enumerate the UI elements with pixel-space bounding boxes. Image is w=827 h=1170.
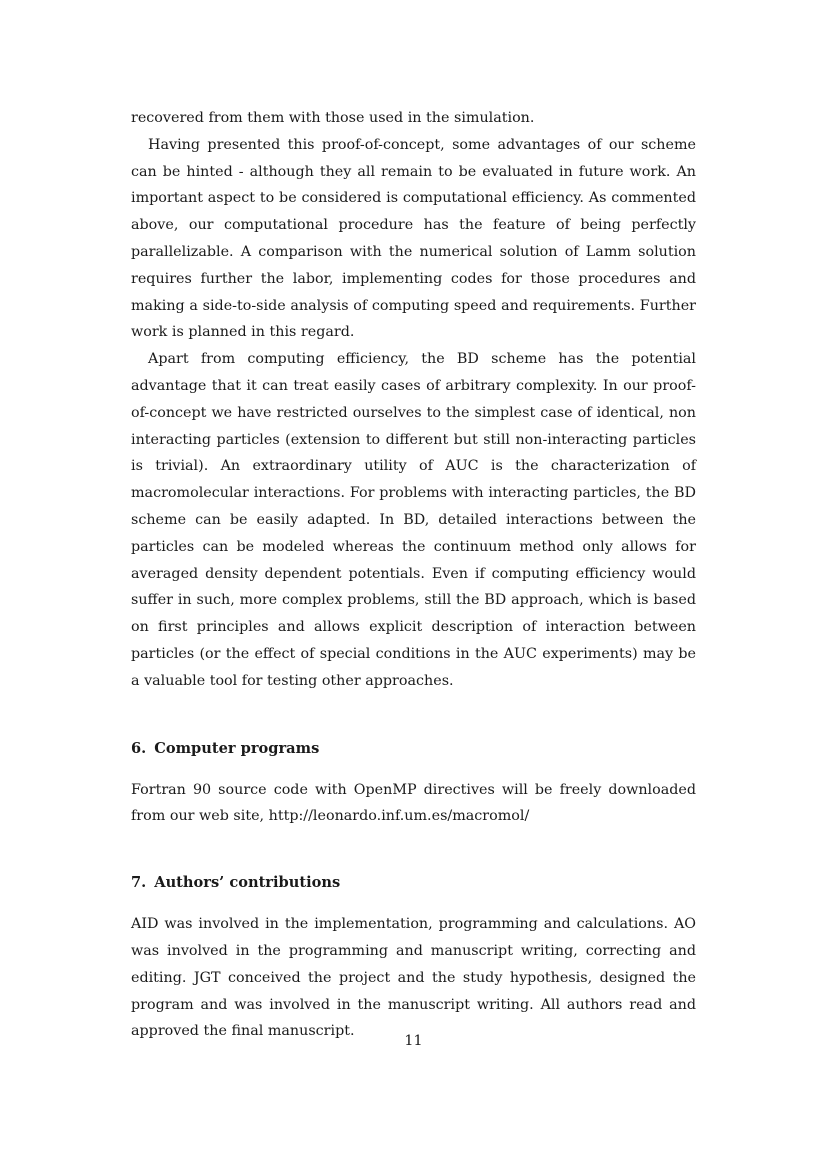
section-title: Authors’ contributions [154, 874, 341, 892]
paragraph-computer-programs: Fortran 90 source code with OpenMP directives will be freely downloaded from our web site, http://leonardo.inf.um.es/macromol/ [131, 781, 696, 825]
paragraph-continued: recovered from them with those used in the simulation. [131, 110, 535, 126]
page-number: 11 [404, 1033, 423, 1049]
section-number: 7. [131, 874, 147, 892]
paragraph-authors-contributions: AID was involved in the implementation, programming and calculations. AO was involved in the programming and manuscript writing, correcting and editing. JGT conceived the project and the study hypothesis, designed the program and was involved in the manuscript writing. All authors read and approved the final manuscript. [131, 916, 696, 1040]
page-body [131, 105, 696, 1045]
paragraph-advantages: Having presented this proof-of-concept, some advantages of our scheme can be hinted - although they all remain to be evaluated in future work. An important aspect to be considered is computational efficiency. As commented above, our computational procedure has the feature of being perfectly parallelizable. A comparison with the numerical solution of Lamm solution requires further the labor, implementing codes for those procedures and making a side-to-side analysis of computing speed and requirements. Further work is planned in this regard. [131, 136, 696, 341]
paragraph-complexity: Apart from computing efficiency, the BD scheme has the potential advantage that it can treat easily cases of arbitrary complexity. In our proof-of-concept we have restricted ourselves to the simplest case of identical, non interacting particles (extension to different but still non-interacting particles is trivial). An extraordinary utility of AUC is the characterization of macromolecular interactions. For problems with interacting particles, the BD scheme can be easily adapted. In BD, detailed interactions between the particles can be modeled whereas the continuum method only allows for averaged density dependent potentials. Even if computing efficiency would suffer in such, more complex problems, still the BD approach, which is based on first principles and allows explicit description of interaction between particles (or the effect of special conditions in the AUC experiments) may be a valuable tool for testing other approaches. [131, 351, 696, 689]
section-number: 6. [131, 739, 147, 757]
section-heading-authors-contributions [131, 873, 696, 893]
section-heading-computer-programs [131, 739, 696, 759]
section-title: Computer programs [154, 739, 320, 757]
